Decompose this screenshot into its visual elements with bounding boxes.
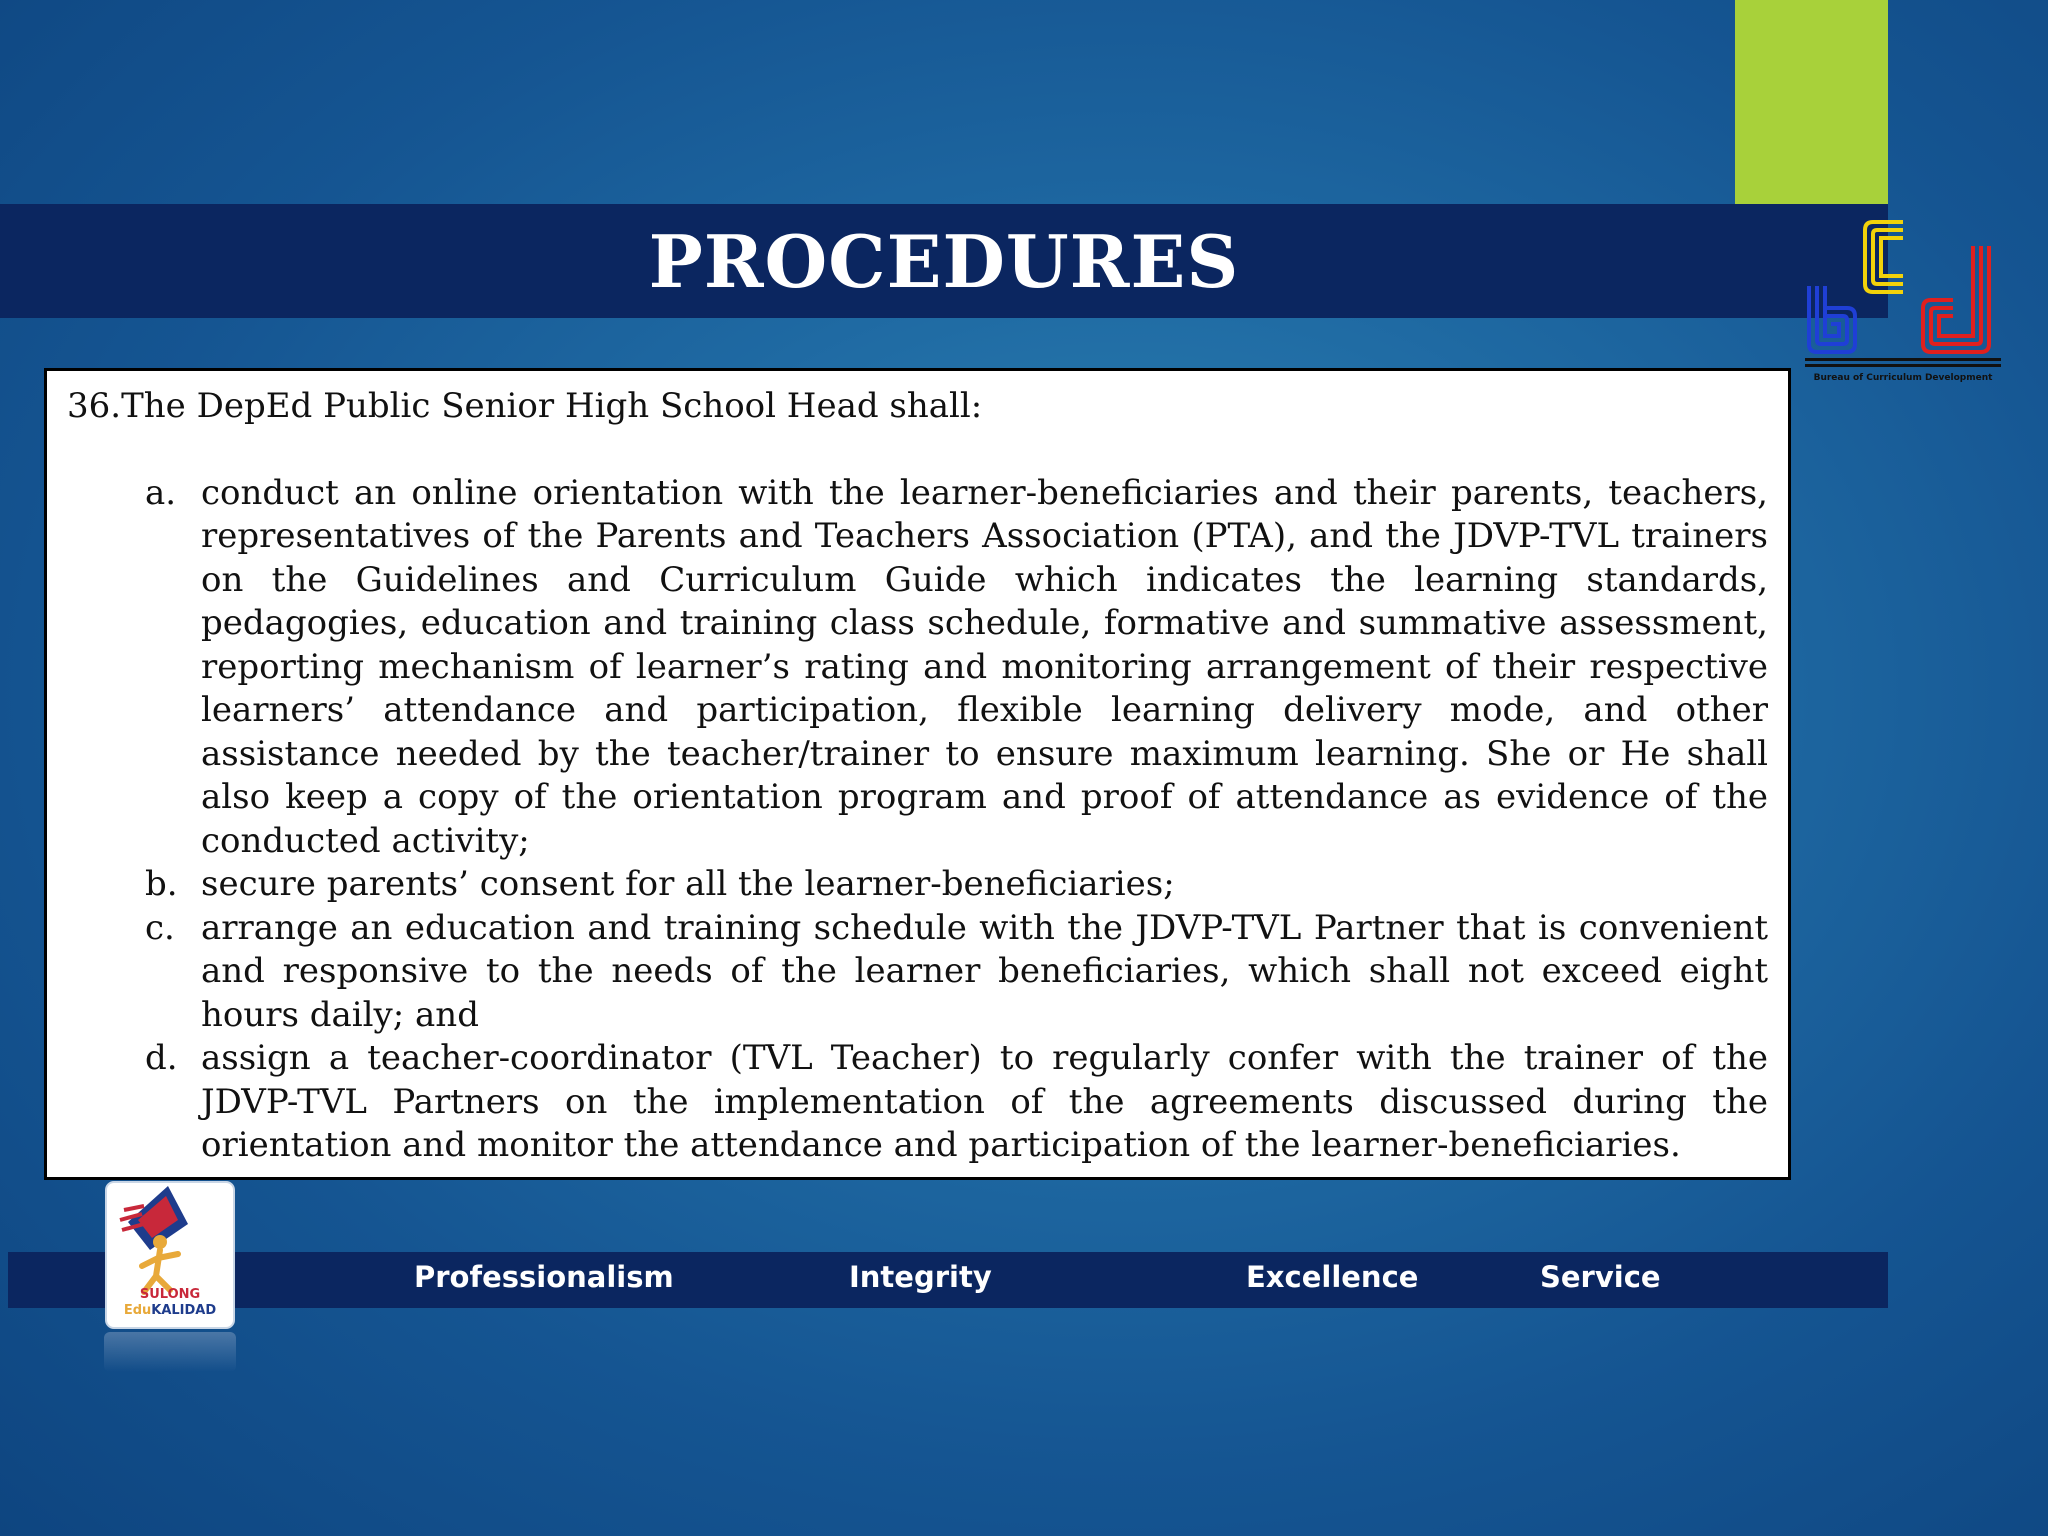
value-excellence: Excellence	[1246, 1260, 1419, 1294]
list-item-text: conduct an online orientation with the learner-beneficiaries and their parents, teachers, representatives of the Parents and Teachers Association (PTA), and the JDVP-TVL trainers on the Guidelines and Curriculum Guide which indicates the learning standards, pedagogies, education and training class schedule, formative and summative assessment, reporting mechanism of learner’s rating and monitoring arrangement of their respective learners’ attendance and participation, flexible learning delivery mode, and other assistance needed by the teacher/trainer to ensure maximum learning. She or He shall also keep a copy of the orientation program and proof of attendance as evidence of the conducted activity;	[201, 472, 1768, 861]
list-item	[67, 863, 1768, 907]
list-marker: a.	[145, 472, 177, 513]
sulong-edukalidad-logo-icon	[104, 1180, 236, 1330]
list-marker: c.	[145, 907, 175, 948]
logo-reflection	[104, 1332, 236, 1372]
slide-title: PROCEDURES	[648, 218, 1240, 304]
list-item	[67, 472, 1768, 864]
accent-green-tab	[1735, 0, 1888, 204]
procedures-content-box	[44, 368, 1791, 1180]
procedure-list	[67, 472, 1768, 1168]
bcd-logo-icon	[1803, 216, 2003, 386]
edukalidad-text: EduKALIDAD	[123, 1303, 217, 1318]
value-integrity: Integrity	[849, 1260, 992, 1294]
list-marker: b.	[145, 864, 178, 904]
list-marker: d.	[145, 1038, 178, 1078]
list-item-text: assign a teacher-coordinator (TVL Teacher) to regularly confer with the trainer of the JDVP-TVL Partners on the implementation of the agreements discussed during the orientation and monitor the attendance and participation of the learner-beneficiaries.	[201, 1038, 1768, 1165]
list-item	[67, 1037, 1768, 1168]
procedure-intro: 36.The DepEd Public Senior High School Head shall:	[67, 386, 983, 426]
value-service: Service	[1540, 1260, 1661, 1294]
title-bar	[0, 204, 1888, 318]
bcd-caption: Bureau of Curriculum Development	[1813, 373, 1993, 383]
list-item-text: secure parents’ consent for all the learner-beneficiaries;	[201, 864, 1175, 904]
list-item	[67, 907, 1768, 1038]
sulong-text: SULONG	[139, 1287, 201, 1302]
value-professionalism: Professionalism	[414, 1260, 674, 1294]
list-item-text: arrange an education and training schedule with the JDVP-TVL Partner that is convenient and responsive to the needs of the learner beneficiaries, which shall not exceed eight hours daily; and	[201, 907, 1768, 1035]
